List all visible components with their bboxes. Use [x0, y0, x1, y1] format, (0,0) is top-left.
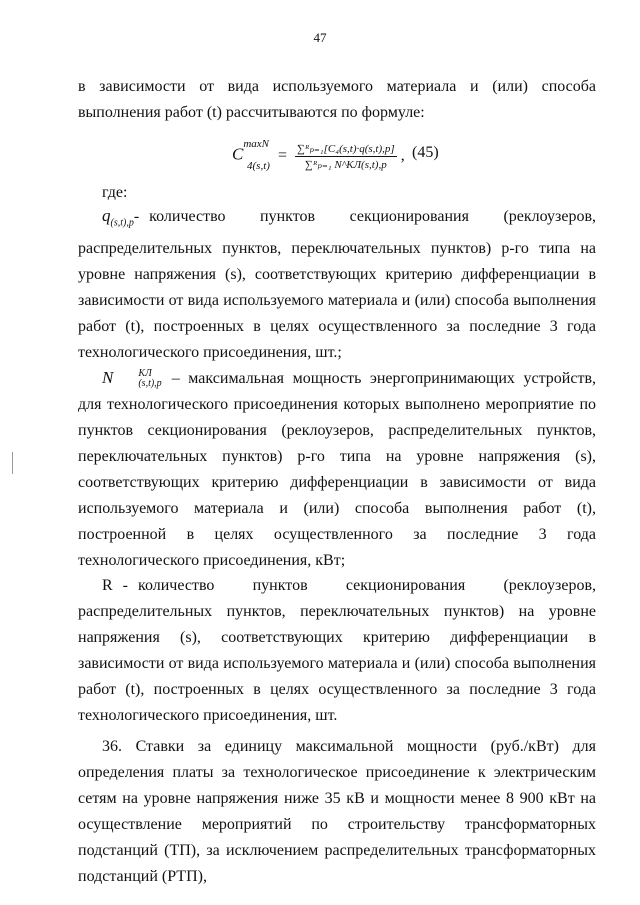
symbol-n-sup: КЛ	[138, 368, 152, 380]
margin-mark	[12, 452, 13, 474]
symbol-q-base: q	[102, 206, 111, 225]
item-36-paragraph: 36. Ставки за единицу максимальной мощности (руб./кВт) для определения платы за технологическое присоединение к электрическим сетям на уровне напряжения ниже 35 кВ и мощности менее 8 900 кВт на осуществление мероприятий по строительству трансформаторных подстанций (ТП), за исключением распределительных трансформаторных подстанций (РТП),	[78, 738, 596, 885]
symbol-n-base: N	[102, 368, 114, 387]
where-label: где:	[102, 184, 128, 201]
definition-q-dash: -	[133, 208, 140, 225]
definition-n	[78, 365, 596, 574]
symbol-n-sub: (s,t),p	[138, 378, 162, 390]
definition-r	[78, 573, 596, 729]
formula-lhs-base: C	[232, 145, 244, 165]
formula-numerator: ∑ᴿₚ₌₁[C₄(s,t)·q(s,t),p]	[296, 142, 395, 155]
formula-fraction	[295, 142, 397, 171]
symbol-n	[102, 368, 162, 390]
symbol-q-sub: (s,t),p	[110, 217, 134, 229]
formula-denominator: ∑ᴿₚ₌₁ N^КЛ(s,t),p	[304, 158, 387, 171]
symbol-q	[102, 206, 134, 229]
symbol-r: R	[102, 577, 113, 594]
formula-45	[0, 132, 640, 180]
definition-r-text: количество пунктов секционирования (реклоузеров, распределительных пунктов, переключательных пунктов) на уровне напряжения (s), соответствующих критерию дифференциации в зависимости от вида используемого материала и (или) способа выполнения работ (t), построенных в целях осуществленного за последние 3 года технологического присоединения, шт.	[78, 577, 596, 724]
formula-lhs-sup: maxN	[243, 138, 270, 151]
definition-r-dash: -	[122, 577, 128, 594]
formula-number: (45)	[412, 144, 439, 161]
definition-q-text: количество пунктов секционирования (реклоузеров, распределительных пунктов, переключательных пунктов) p-го типа на уровне напряжения (s), соответствующих критерию дифференциации в зависимости от вида используемого материала и (или) способа выполнения работ (t), построенных в целях осуществленного за последние 3 года технологического присоединения, шт.;	[78, 208, 596, 362]
intro-paragraph: в зависимости от вида используемого материала и (или) способа выполнения работ (t) рассчитываются по формуле:	[78, 78, 596, 121]
definition-n-text: – максимальная мощность энергопринимающих устройств, для технологического присоединения которых выполнено мероприятие по пунктов секционирования (реклоузеров, распределительных пунктов, переключательных пунктов) p-го типа на уровне напряжения (s), соответствующих критерию дифференциации в зависимости от вида используемого материала и (или) способа выполнения работ (t), построенной в целях осуществленного за последние 3 года технологического присоединения, кВт;	[78, 370, 596, 569]
formula-equals: =	[277, 147, 287, 164]
formula-lhs-sub: 4(s,t)	[247, 159, 270, 172]
page-number: 47	[313, 30, 327, 45]
formula-lhs	[232, 138, 270, 172]
formula-expression	[232, 132, 405, 180]
definition-q	[78, 203, 596, 366]
formula-comma: ,	[400, 147, 405, 164]
